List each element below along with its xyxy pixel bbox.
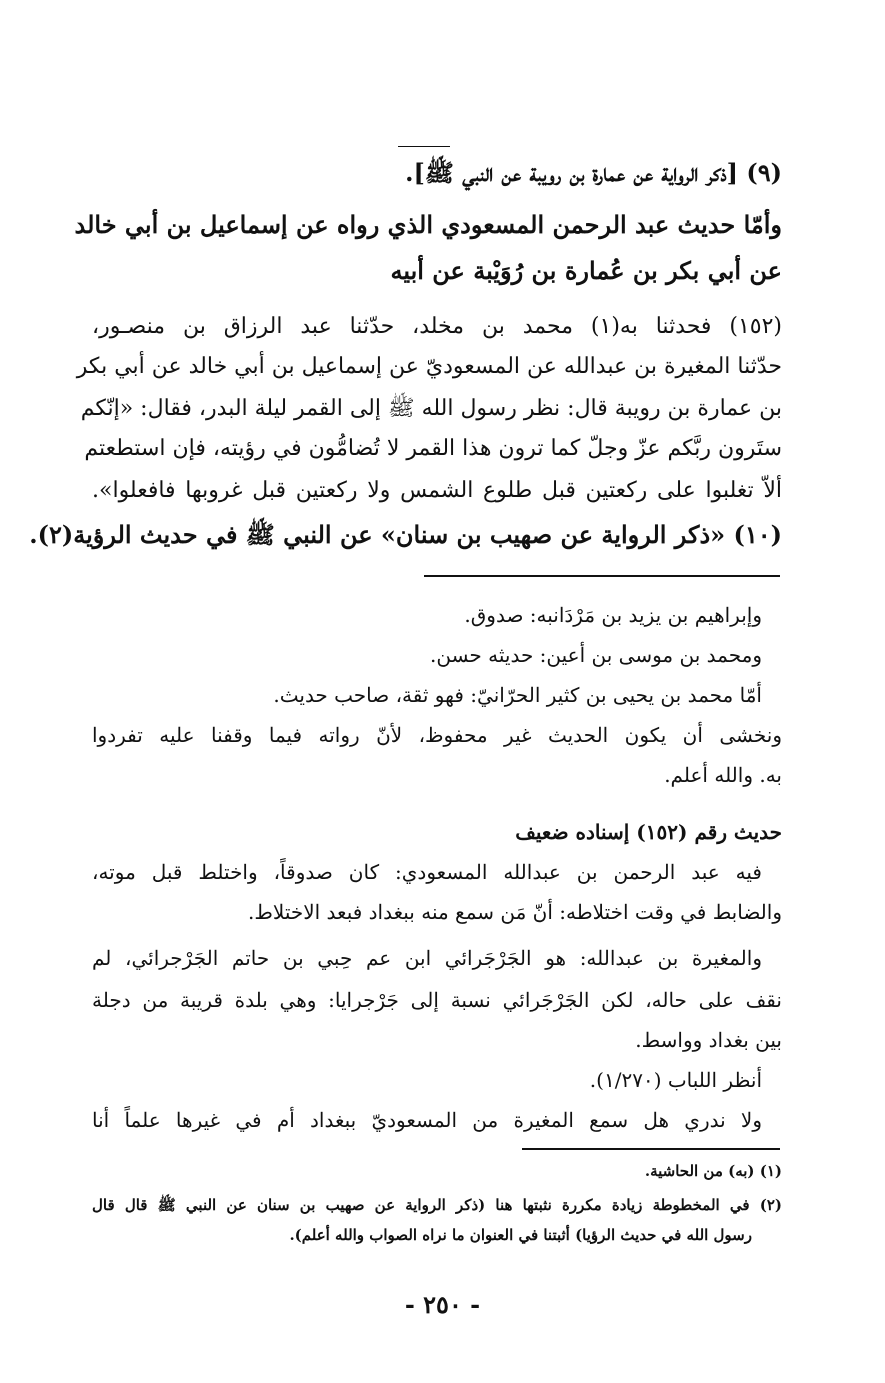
grade-line-2: والضابط في وقت اختلاطه: أنّ مَن سمع منه ببغداد فبعد الاختلاط. bbox=[248, 900, 782, 924]
grade-line-7: ولا ندري هل سمع المغيرة من المسعوديّ ببغداد أم في غيرها علماً أنا bbox=[92, 1108, 762, 1132]
note-line-4: ونخشى أن يكون الحديث غير محفوظ، لأنّ رواته فيما وقفنا عليه تفردوا bbox=[92, 723, 782, 747]
top-rule bbox=[398, 146, 450, 147]
hadith-line-5: ألاّ تغلبوا على ركعتين قبل طلوع الشمس ولا ركعتين قبل غروبها فافعلوا». bbox=[92, 478, 782, 503]
note-line-1: وإبراهيم بن يزيد بن مَرْدَانبه: صدوق. bbox=[464, 603, 762, 627]
note-line-5: به. والله أعلم. bbox=[664, 763, 782, 787]
page-number: - ٢٥٠ - bbox=[404, 1290, 481, 1319]
note-line-2: ومحمد بن موسى بن أعين: حديثه حسن. bbox=[429, 643, 762, 667]
hadith-line-3: بن عمارة بن رويبة قال: نظر رسول الله ﷺ إلى القمر ليلة البدر، فقال: «إنّكم bbox=[80, 396, 782, 421]
grade-line-3: والمغيرة بن عبدالله: هو الجَرْجَرائي ابن عم حِبي بن حاتم الجَرْجرائي، لم bbox=[92, 946, 762, 970]
section-heading-10: (١٠) «ذكر الرواية عن صهيب بن سنان» عن النبي ﷺ في حديث الرؤية(٢). bbox=[29, 520, 782, 549]
hadith-line-2: حدّثنا المغيرة بن عبدالله عن المسعوديّ عن إسماعيل بن أبي خالد عن أبي بكر bbox=[76, 354, 782, 379]
intro-line-1: وأمّا حديث عبد الرحمن المسعودي الذي رواه عن إسماعيل بن أبي خالد bbox=[74, 210, 782, 239]
grade-line-6: أنظر اللباب (١/٢٧٠). bbox=[589, 1068, 762, 1092]
hadith-line-1: (١٥٢) فحدثنا به(١) محمد بن مخلد، حدّثنا عبد الرزاق بن منصـور، bbox=[92, 314, 782, 339]
grade-line-5: بين بغداد وواسط. bbox=[635, 1028, 782, 1052]
footnote-divider bbox=[522, 1148, 780, 1150]
footnote-2-line-1: (٢) في المخطوطة زيادة مكررة نثبتها هنا (ذكر الرواية عن صهيب بن سنان عن النبي ﷺ قال قال bbox=[92, 1196, 782, 1214]
intro-line-2: عن أبي بكر بن عُمارة بن رُوَيْبة عن أبيه bbox=[390, 256, 782, 285]
grade-line-1: فيه عبد الرحمن بن عبدالله المسعودي: كان صدوقاً، واختلط قبل موته، bbox=[92, 860, 762, 884]
section-heading-9: (٩) [ذكر الرواية عن عمارة بن رويبة عن النبي ﷺ]. bbox=[405, 158, 782, 187]
hadith-line-4: ستَرون ربَّكم عزّ وجلّ كما ترون هذا القمر لا تُضامُّون في رؤيته، فإن استطعتم bbox=[84, 436, 782, 461]
grade-line-4: نقف على حاله، لكن الجَرْجَرائي نسبة إلى جَرْجرايا: وهي بلدة قريبة من دجلة bbox=[92, 988, 782, 1012]
note-line-3: أمّا محمد بن يحيى بن كثير الحرّانيّ: فهو ثقة، صاحب حديث. bbox=[273, 683, 762, 707]
footnote-2-line-2: رسول الله في حديث الرؤيا) أثبتنا في العنوان ما نراه الصواب والله أعلم). bbox=[289, 1226, 752, 1244]
notes-divider bbox=[424, 575, 780, 577]
grade-heading: حديث رقم (١٥٢) إسناده ضعيف bbox=[515, 820, 782, 844]
footnote-1: (١) (به) من الحاشية. bbox=[644, 1162, 782, 1180]
